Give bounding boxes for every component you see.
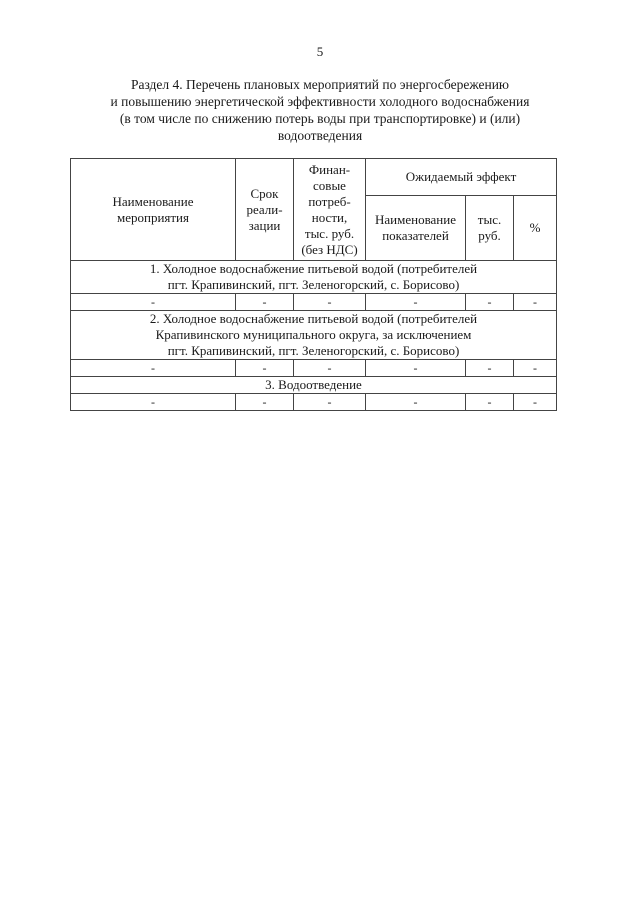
table-cell: -: [236, 294, 294, 311]
header-name-line: Наименование: [112, 193, 194, 209]
header-name-line: мероприятия: [116, 209, 189, 225]
header-finance-line: ности,: [311, 209, 348, 225]
table-cell: -: [514, 394, 557, 411]
table-cell: -: [366, 394, 466, 411]
header-finance-line: совые: [313, 177, 346, 193]
section-title: [71, 377, 557, 394]
header-indicator-line: показателей: [382, 228, 449, 243]
header-indicator-cell: [366, 196, 466, 261]
header-term-line: зации: [248, 217, 281, 233]
table-cell: -: [466, 394, 514, 411]
section-title-line: Крапивинского муниципального округа, за исключением: [155, 327, 472, 342]
header-name-cell: [71, 159, 236, 261]
header-percent-cell: %: [514, 196, 557, 261]
table-cell: -: [71, 360, 236, 377]
section-title: [71, 261, 557, 294]
table-cell: -: [236, 394, 294, 411]
section-title-line: 3. Водоотведение: [265, 377, 362, 392]
section-title-line: 1. Холодное водоснабжение питьевой водой (потребителей: [149, 261, 478, 276]
header-thousand-rub-line: тыс.: [477, 212, 502, 227]
section-row: [71, 261, 557, 294]
header-term-line: реали-: [246, 201, 283, 217]
header-finance-cell: [294, 159, 366, 261]
header-finance-line: Финан-: [308, 161, 351, 177]
measures-table: [70, 158, 557, 411]
table-cell: -: [294, 294, 366, 311]
section-title-line: 2. Холодное водоснабжение питьевой водой (потребителей: [149, 311, 478, 326]
table-cell: -: [366, 360, 466, 377]
page-number: 5: [316, 44, 324, 59]
table-cell: -: [466, 294, 514, 311]
table-cell: -: [514, 294, 557, 311]
section-title-line: пгт. Крапивинский, пгт. Зеленогорский, с. Борисово): [167, 343, 460, 358]
section-title-line: пгт. Крапивинский, пгт. Зеленогорский, с. Борисово): [167, 277, 460, 292]
table-cell: -: [236, 360, 294, 377]
section-row: [71, 377, 557, 394]
header-term-line: Срок: [250, 185, 279, 201]
header-finance-line: тыс. руб.: [304, 225, 355, 241]
heading-line: водоотведения: [277, 128, 363, 143]
table-cell: -: [366, 294, 466, 311]
table-cell: -: [514, 360, 557, 377]
header-finance-line: (без НДС): [301, 241, 358, 257]
table-cell: -: [71, 394, 236, 411]
heading-line: Раздел 4. Перечень плановых мероприятий по энергосбережению: [130, 77, 510, 92]
heading-line: (в том числе по снижению потерь воды при транспортировке) и (или): [119, 111, 521, 126]
header-finance-line: потреб-: [308, 193, 351, 209]
heading-line: и повышению энергетической эффективности холодного водоснабжения: [110, 94, 530, 109]
table-cell: -: [71, 294, 236, 311]
header-effect-cell: Ожидаемый эффект: [366, 159, 557, 196]
table-cell: -: [294, 360, 366, 377]
section-row: [71, 311, 557, 360]
section-title: [71, 311, 557, 360]
header-indicator-line: Наименование: [375, 212, 456, 227]
section-heading: [70, 76, 570, 144]
header-thousand-rub-line: руб.: [478, 228, 501, 243]
table-row: [71, 294, 557, 311]
table-cell: -: [294, 394, 366, 411]
table-row: [71, 360, 557, 377]
table-cell: -: [466, 360, 514, 377]
header-term-cell: [236, 159, 294, 261]
header-thousand-rub-cell: [466, 196, 514, 261]
table-row: [71, 394, 557, 411]
